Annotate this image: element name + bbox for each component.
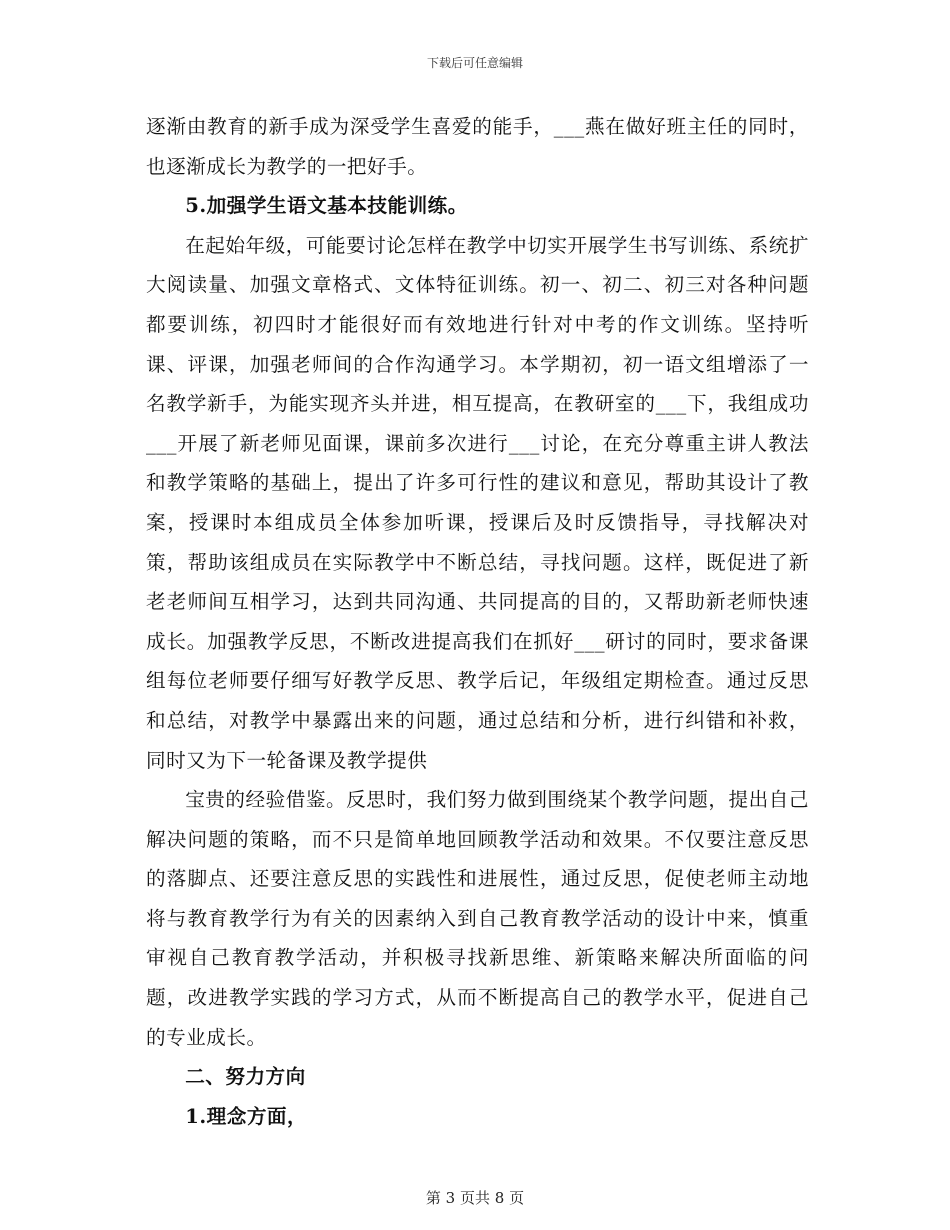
subheading-1: 1.理念方面， <box>185 1104 308 1128</box>
document-body <box>146 107 809 1136</box>
section-heading-5: 5.加强学生语文基本技能训练。 <box>185 194 468 218</box>
page-header: 下载后可任意编辑 <box>426 56 523 70</box>
paragraph-continued: 逐渐由教育的新手成为深受学生喜爱的能手，___燕在做好班主任的同时，也逐渐成长为教学的一把好手。 <box>146 115 809 178</box>
paragraph-skills-training: 在起始年级，可能要讨论怎样在教学中切实开展学生书写训练、系统扩大阅读量、加强文章格式、文体特征训练。初一、初二、初三对各种问题都要训练，初四时才能很好而有效地进行针对中考的作文训练。坚持听课、评课，加强老师间的合作沟通学习。本学期初，初一语文组增添了一名教学新手，为能实现齐头并进，相互提高，在教研室的___下，我组成功___开展了新老师见面课，课前多次进行___讨论，在充分尊重主讲人教法和教学策略的基础上，提出了许多可行性的建议和意见，帮助其设计了教案，授课时本组成员全体参加听课，授课后及时反馈指导，寻找解决对策，帮助该组成员在实际教学中不断总结，寻找问题。这样，既促进了新老老师间互相学习，达到共同沟通、共同提高的目的，又帮助新老师快速成长。加强教学反思，不断改进提高我们在抓好___研讨的同时，要求备课组每位老师要仔细写好教学反思、教学后记，年级组定期检查。通过反思和总结，对教学中暴露出来的问题，通过总结和分析，进行纠错和补救，同时又为下一轮备课及教学提供 <box>146 233 809 772</box>
page-footer: 第 3 页共 8 页 <box>425 1189 525 1207</box>
paragraph-reflection: 宝贵的经验借鉴。反思时，我们努力做到围绕某个教学问题，提出自己解决问题的策略，而不只是简单地回顾教学活动和效果。不仅要注意反思的落脚点、还要注意反思的实践性和进展性，通过反思，促使老师主动地将与教育教学行为有关的因素纳入到自己教育教学活动的设计中来，慎重审视自己教育教学活动，并积极寻找新思维、新策略来解决所面临的问题，改进教学实践的学习方式，从而不断提高自己的教学水平，促进自己的专业成长。 <box>146 788 809 1049</box>
section-heading-2: 二、努力方向 <box>185 1065 306 1089</box>
